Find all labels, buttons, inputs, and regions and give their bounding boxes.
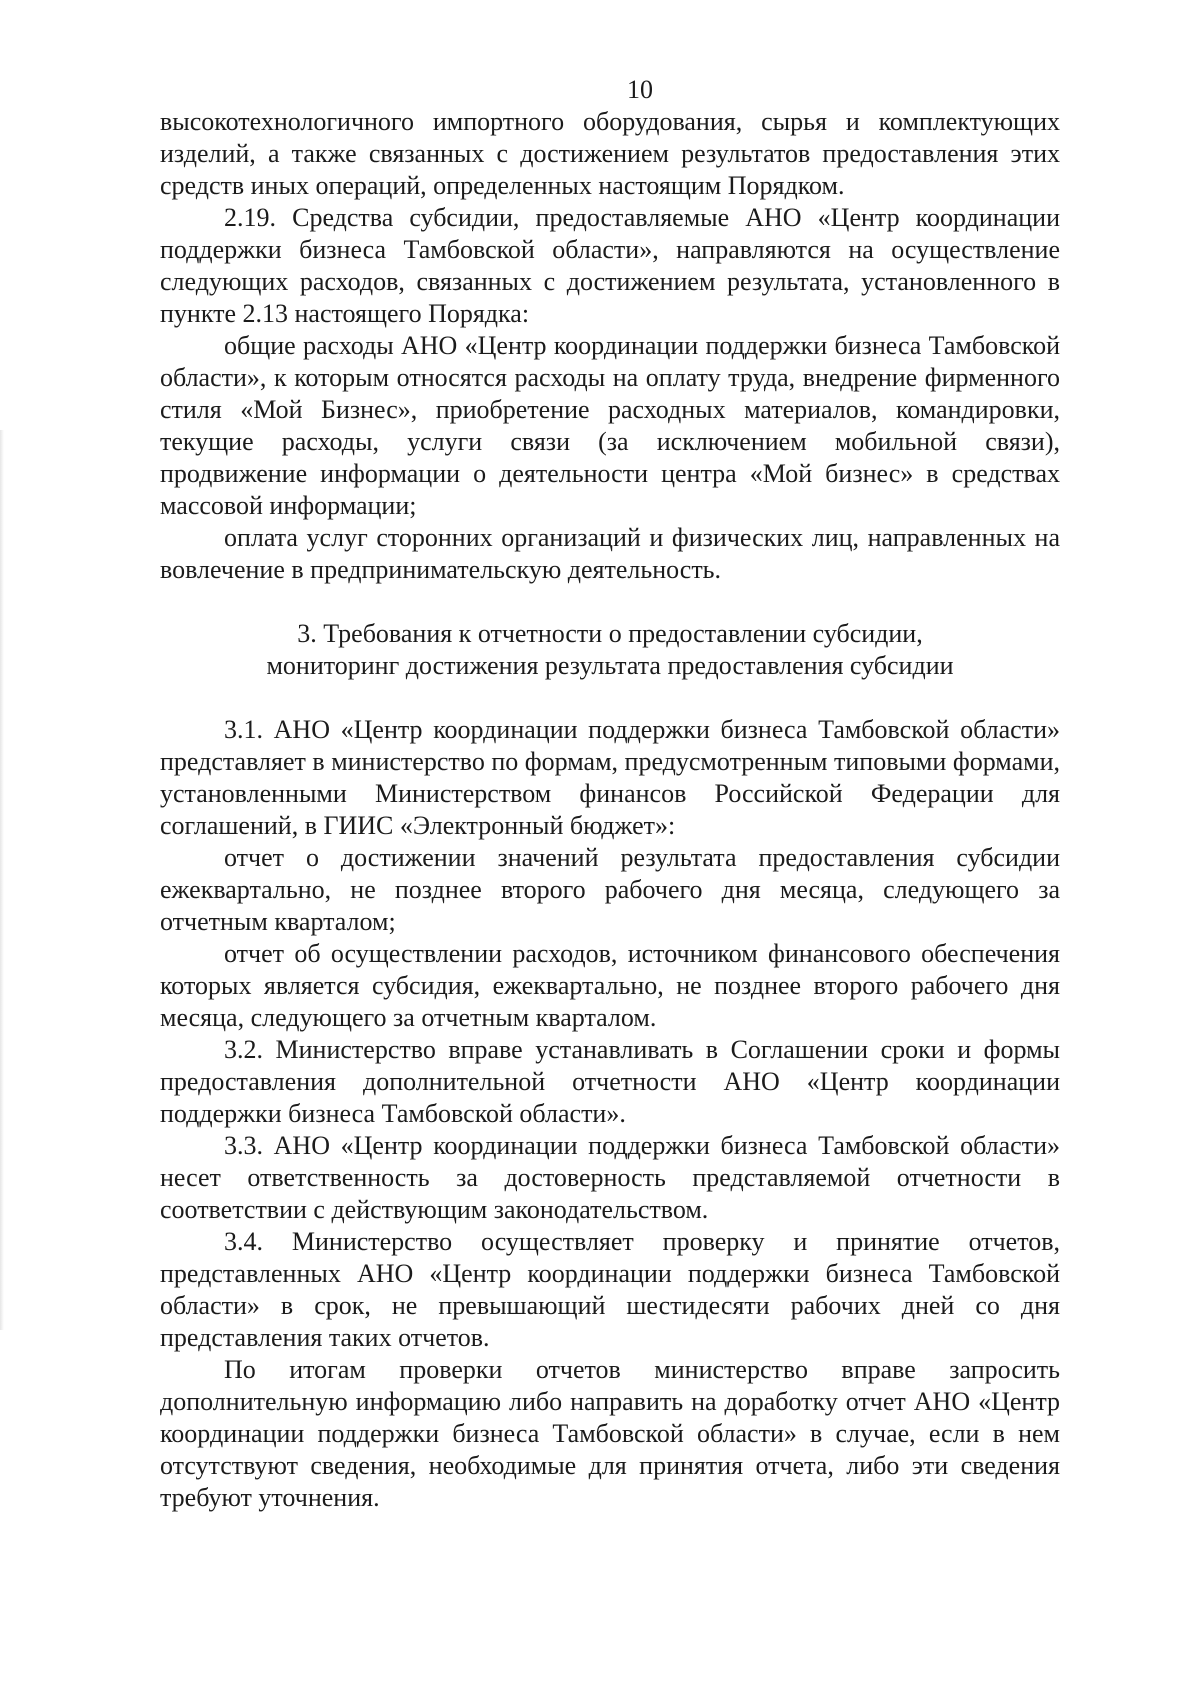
paragraph-general-expenses: общие расходы АНО «Центр координации поддержки бизнеса Тамбовской области», к которым относятся расходы на оплату труда, внедрение фирменного стиля «Мой Бизнес», приобретение расходных материалов, командировки, текущие расходы, услуги связи (за исключением мобильной связи), продвижение информации о деятельности центра «Мой бизнес» в средствах массовой информации; [160,331,1060,520]
paragraph-report-expenses: отчет об осуществлении расходов, источником финансового обеспечения которых является субсидия, ежеквартально, не позднее второго рабочего дня месяца, следующего за отчетным кварталом. [160,939,1060,1032]
spacer [160,586,1060,618]
section-heading-line-1: 3. Требования к отчетности о предоставлении субсидии, [297,619,923,648]
section-heading [160,618,1060,682]
paragraph-3-2: 3.2. Министерство вправе устанавливать в Соглашении сроки и формы предоставления дополнительной отчетности АНО «Центр координации поддержки бизнеса Тамбовской области». [160,1035,1060,1128]
scan-edge-shadow [0,430,4,1330]
paragraph: высокотехнологичного импортного оборудования, сырья и комплектующих изделий, а также связанных с достижением результатов предоставления этих средств иных операций, определенных настоящим Порядком. [160,107,1060,200]
paragraph-2-19: 2.19. Средства субсидии, предоставляемые АНО «Центр координации поддержки бизнеса Тамбовской области», направляются на осуществление следующих расходов, связанных с достижением результата, установленного в пункте 2.13 настоящего Порядка: [160,203,1060,328]
document-page [160,74,1060,1514]
paragraph-report-results: отчет о достижении значений результата предоставления субсидии ежеквартально, не позднее второго рабочего дня месяца, следующего за отчетным кварталом; [160,843,1060,936]
page-number: 10 [627,75,653,104]
spacer [160,682,1060,714]
paragraph-3-3: 3.3. АНО «Центр координации поддержки бизнеса Тамбовской области» несет ответственность за достоверность представляемой отчетности в соответствии с действующим законодательством. [160,1131,1060,1224]
paragraph-3-4: 3.4. Министерство осуществляет проверку и принятие отчетов, представленных АНО «Центр координации поддержки бизнеса Тамбовской области» в срок, не превышающий шестидесяти рабочих дней со дня представления таких отчетов. [160,1227,1060,1352]
section-heading-line-2: мониторинг достижения результата предоставления субсидии [266,651,954,680]
paragraph-review-results: По итогам проверки отчетов министерство вправе запросить дополнительную информацию либо направить на доработку отчет АНО «Центр координации поддержки бизнеса Тамбовской области» в случае, если в нем отсутствуют сведения, необходимые для принятия отчета, либо эти сведения требуют уточнения. [160,1355,1060,1512]
paragraph-3-1: 3.1. АНО «Центр координации поддержки бизнеса Тамбовской области» представляет в министерство по формам, предусмотренным типовыми формами, установленными Министерством финансов Российской Федерации для соглашений, в ГИИС «Электронный бюджет»: [160,715,1060,840]
paragraph-third-party-services: оплата услуг сторонних организаций и физических лиц, направленных на вовлечение в предпринимательскую деятельность. [160,523,1060,584]
